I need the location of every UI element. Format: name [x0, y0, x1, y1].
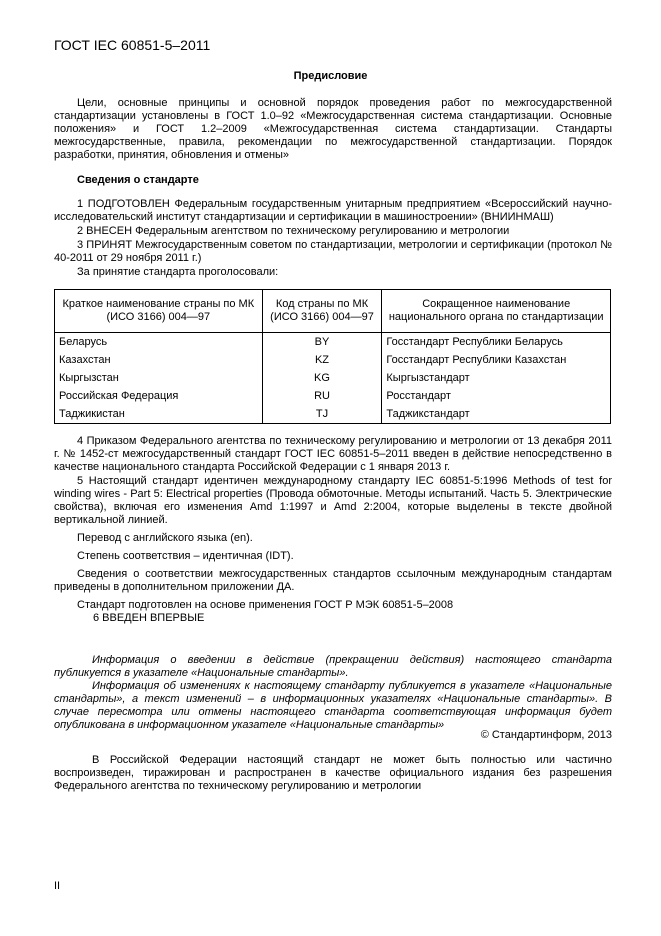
standards-body-cell: Росстандарт	[382, 387, 611, 405]
about-standard-section	[54, 174, 612, 187]
basis-note: Стандарт подготовлен на основе применения ГОСТ Р МЭК 60851-5–2008	[77, 599, 454, 611]
reproduction-notice	[54, 754, 612, 793]
about-item-1: 1 ПОДГОТОВЛЕН Федеральным государственным унитарным предприятием «Всероссийский научно-исследовательский институт стандартизации и сертификации в машиностроении» (ВНИИНМАШ)	[54, 198, 612, 223]
country-code-cell: TJ	[262, 405, 382, 424]
translation-note: Перевод с английского языка (en).	[77, 532, 253, 544]
about-item-2: 2 ВНЕСЕН Федеральным агентством по техническому регулированию и метрологии	[77, 225, 510, 237]
country-code-cell: BY	[262, 333, 382, 352]
preface-title: Предисловие	[293, 70, 368, 82]
preface-intro	[54, 97, 612, 162]
standards-body-cell: Кыргызстандарт	[382, 369, 611, 387]
page-number: II	[54, 880, 61, 892]
country-name-cell: Кыргызстан	[55, 369, 263, 387]
about-item-3: 3 ПРИНЯТ Межгосударственным советом по стандартизации, метрологии и сертификации (протокол № 40-2011 от 29 ноября 2011 г.)	[54, 239, 612, 264]
detail-item-6: 6 ВВЕДЕН ВПЕРВЫЕ	[93, 612, 205, 624]
conformity-note: Степень соответствия – идентичная (IDT).	[77, 550, 294, 562]
document-code-header: ГОСТ IEC 60851-5–2011	[54, 37, 211, 53]
country-name-cell: Российская Федерация	[55, 387, 263, 405]
country-code-cell: KG	[262, 369, 382, 387]
publication-notices	[54, 654, 612, 732]
notice-paragraph-1: Информация о введении в действие (прекращении действия) настоящего стандарта публикуется в указателе «Национальные стандарты».	[54, 654, 612, 679]
country-name-header: Краткое наименование страны по МК (ИСО 3166) 004—97	[55, 290, 263, 333]
standards-body-cell: Таджикстандарт	[382, 405, 611, 424]
table-row	[55, 333, 611, 352]
reproduction-text: В Российской Федерации настоящий стандарт не может быть полностью или частично воспроизведен, тиражирован и распространен в качестве официального издания без разрешения Федерального агентства по техническому регулированию и метрологии	[54, 754, 612, 792]
table-row	[55, 351, 611, 369]
references-note: Сведения о соответствии межгосударственных стандартов ссылочным международным стандартам приведены в дополнительном приложении ДА.	[54, 568, 612, 593]
first-introduced-section	[54, 612, 612, 625]
table-row	[55, 405, 611, 424]
copyright-line: © Стандартинформ, 2013	[480, 729, 612, 741]
standard-details	[54, 435, 612, 612]
standards-body-cell: Госстандарт Республики Казахстан	[382, 351, 611, 369]
table-row	[55, 387, 611, 405]
preface-intro-text: Цели, основные принципы и основной порядок проведения работ по межгосударственной стандартизации установлены в ГОСТ 1.0–92 «Межгосударственная система стандартизации. Основные положения» и ГОСТ 1.2–2009 «Межгосударственная система стандартизации. Стандарты межгосударственные, правила, рекомендации по межгосударственной стандартизации. Порядок разработки, принятия, обновления и отмены»	[54, 97, 612, 161]
detail-item-5: 5 Настоящий стандарт идентичен международному стандарту IEC 60851-5:1996 Methods of test for winding wires - Part 5: Electrical properties (Провода обмоточные. Методы испытаний. Часть 5. Электрические свойства), включая его изменения Amd 1:1997 и Amd 2:2004, которые выделены в тексте двойной вертикальной линией.	[54, 475, 612, 526]
country-code-header: Код страны по МК (ИСО 3166) 004—97	[262, 290, 382, 333]
standards-body-header: Сокращенное наименование национального органа по стандартизации	[382, 290, 611, 333]
voting-states-table	[54, 289, 611, 424]
country-code-cell: RU	[262, 387, 382, 405]
detail-item-4: 4 Приказом Федерального агентства по техническому регулированию и метрологии от 13 декабря 2011 г. № 1452-ст межгосударственный стандарт ГОСТ IEC 60851-5–2011 введен в действие непосредственно в качестве национального стандарта Российской Федерации с 1 января 2013 г.	[54, 435, 612, 473]
about-standard-heading: Сведения о стандарте	[77, 174, 199, 186]
standards-body-cell: Госстандарт Республики Беларусь	[382, 333, 611, 352]
about-items	[54, 198, 612, 279]
country-name-cell: Казахстан	[55, 351, 263, 369]
country-name-cell: Таджикистан	[55, 405, 263, 424]
country-name-cell: Беларусь	[55, 333, 263, 352]
notice-paragraph-2: Информация об изменениях к настоящему стандарту публикуется в указателе «Национальные стандарты», а текст изменений – в информационных указателях «Национальные стандарты». В случае пересмотра или отмены настоящего стандарта соответствующая информация будет опубликована в информационном указателе «Национальные стандарты»	[54, 680, 612, 731]
table-row	[55, 369, 611, 387]
voted-label: За принятие стандарта проголосовали:	[77, 266, 279, 278]
table-header-row	[55, 290, 611, 333]
country-code-cell: KZ	[262, 351, 382, 369]
